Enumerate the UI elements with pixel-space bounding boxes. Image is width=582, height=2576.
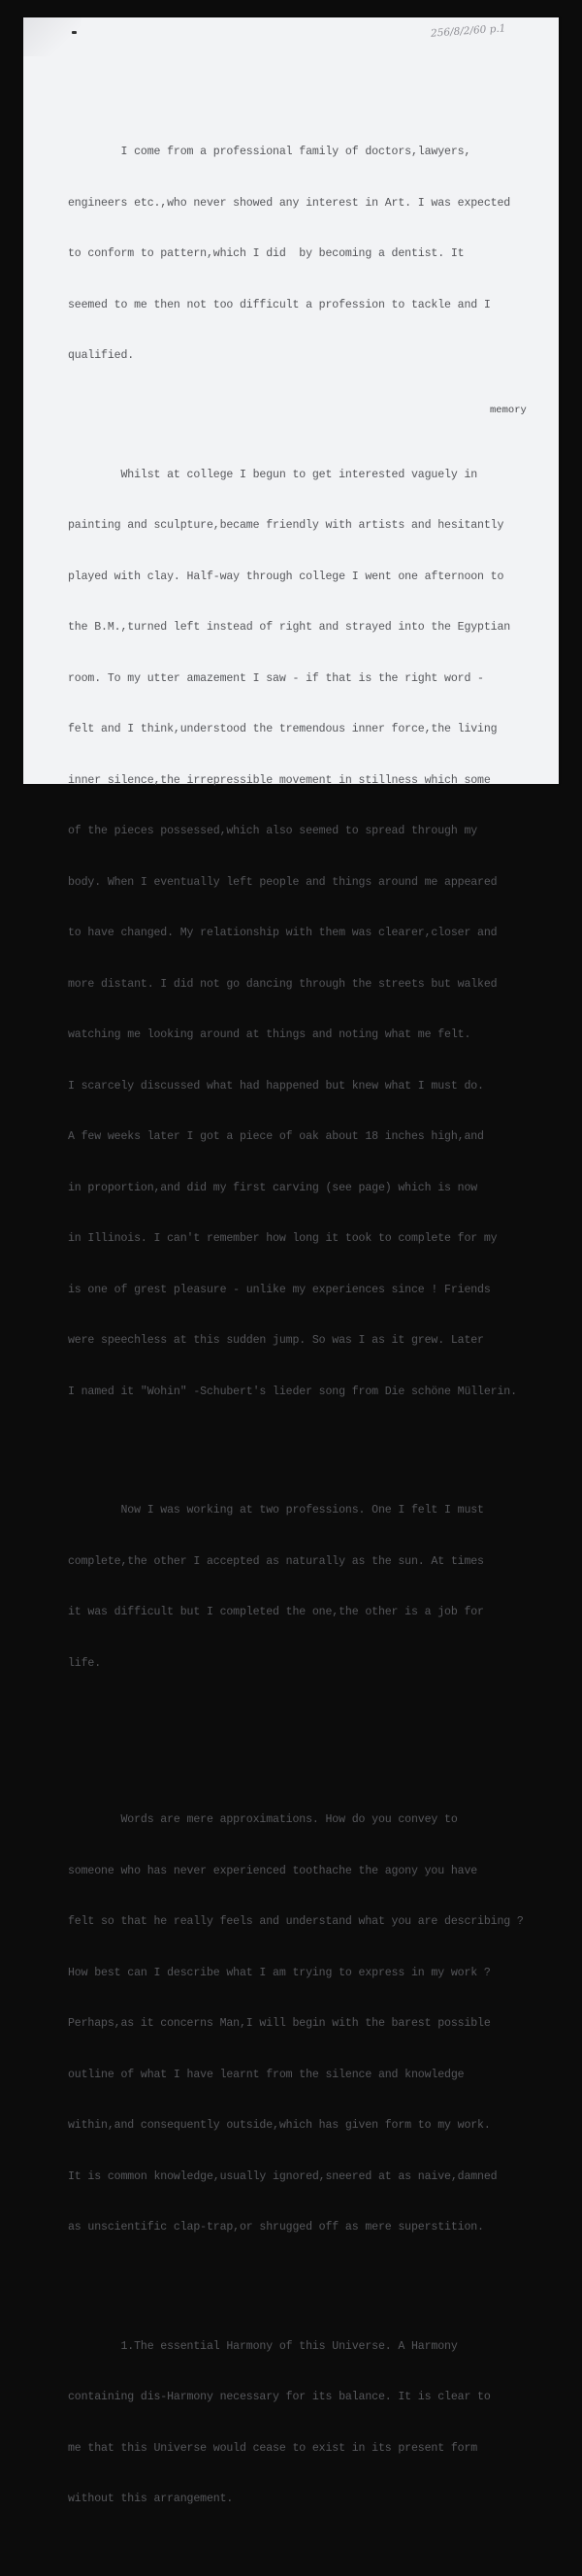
text-line: complete,the other I accepted as naturally as the sun. At times <box>68 1554 484 1568</box>
text-line: Now I was working at two professions. One I felt I must <box>68 1504 484 1516</box>
text-line: Words are mere approximations. How do you convey to <box>68 1813 458 1826</box>
text-line: watching me looking around at things and noting what me felt. <box>68 1028 471 1041</box>
margin-annotation: memory <box>490 405 527 416</box>
text-line: containing dis-Harmony necessary for its balance. It is clear to <box>68 2391 491 2403</box>
paragraph-2 <box>68 433 553 1435</box>
text-line: to conform to pattern,which I did by becoming a dentist. It <box>68 247 465 260</box>
text-line: engineers etc.,who never showed any interest in Art. I was expected <box>68 196 511 210</box>
text-line: room. To my utter amazement I saw - if that is the right word - <box>68 671 484 685</box>
text-line: were speechless at this sudden jump. So was I as it grew. Later <box>68 1334 484 1347</box>
archive-reference: 256/8/2/60 p.1 <box>430 22 506 40</box>
text-line: painting and sculpture,became friendly with artists and hesitantly <box>68 519 504 532</box>
punch-mark <box>72 31 77 34</box>
text-line: felt so that he really feels and understand what you are describing ? <box>68 1915 524 1928</box>
text-line: someone who has never experienced toothache the agony you have <box>68 1864 478 1877</box>
paragraph-4 <box>68 1777 553 2270</box>
text-line: inner silence,the irrepressible movement in stillness which some <box>68 773 491 787</box>
text-line: the B.M.,turned left instead of right and strayed into the Egyptian <box>68 621 511 634</box>
text-line: outline of what I have learnt from the silence and knowledge <box>68 2068 465 2081</box>
paragraph-5 <box>68 2304 553 2542</box>
text-line: I scarcely discussed what had happened but knew what I must do. <box>68 1079 484 1092</box>
text-line: more distant. I did not go dancing through the streets but walked <box>68 977 498 991</box>
document-page <box>23 17 559 2505</box>
text-line: me that this Universe would cease to exist in its present form <box>68 2441 478 2455</box>
paragraph-gap <box>68 1740 553 1744</box>
text-line: it was difficult but I completed the one,the other is a job for <box>68 1606 484 1618</box>
text-line: I come from a professional family of doctors,lawyers, <box>68 146 471 158</box>
text-line: in proportion,and did my first carving (see page) which is now <box>68 1181 478 1194</box>
text-line: of the pieces possessed,which also seemed to spread through my <box>68 825 478 837</box>
text-line: without this arrangement. <box>68 2493 234 2505</box>
text-line: A few weeks later I got a piece of oak about 18 inches high,and <box>68 1130 484 1143</box>
text-line: qualified. <box>68 349 135 362</box>
text-line: How best can I describe what I am trying to express in my work ? <box>68 1966 491 1979</box>
text-line: It is common knowledge,usually ignored,sneered at as naive,damned <box>68 2169 498 2183</box>
text-line: life. <box>68 1656 102 1670</box>
text-line: body. When I eventually left people and things around me appeared <box>68 875 498 889</box>
text-line: in Illinois. I can't remember how long it took to complete for my <box>68 1232 498 1245</box>
text-line: as unscientific clap-trap,or shrugged off as mere superstition. <box>68 2221 484 2234</box>
text-line: 1.The essential Harmony of this Universe. A Harmony <box>68 2339 458 2353</box>
text-line: played with clay. Half-way through college I went one afternoon to <box>68 570 504 583</box>
text-line: is one of grest pleasure - unlike my experiences since ! Friends <box>68 1283 491 1296</box>
text-line: to have changed. My relationship with them was clearer,closer and <box>68 927 498 939</box>
text-line: Whilst at college I begun to get interested vaguely in <box>68 468 478 481</box>
text-line: seemed to me then not too difficult a profession to tackle and I <box>68 298 491 311</box>
text-line: within,and consequently outside,which has given form to my work. <box>68 2119 491 2132</box>
paragraph-1 <box>68 110 553 399</box>
paragraph-3 <box>68 1468 553 1706</box>
text-line: felt and I think,understood the tremendous inner force,the living <box>68 723 498 735</box>
text-line: Perhaps,as it concerns Man,I will begin with the barest possible <box>68 2017 491 2030</box>
text-line: I named it "Wohin" -Schubert's lieder song from Die schöne Müllerin. <box>68 1385 517 1398</box>
typed-text-body <box>68 76 553 2576</box>
